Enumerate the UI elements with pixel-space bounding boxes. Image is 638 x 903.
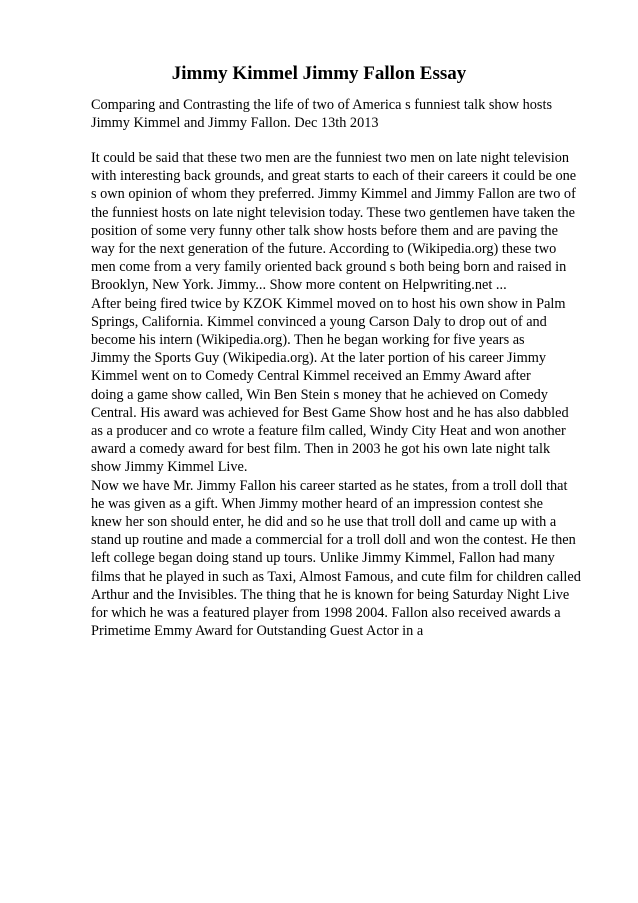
- body-line: become his intern (Wikipedia.org). Then he began working for five years as: [91, 332, 525, 349]
- page-title: Jimmy Kimmel Jimmy Fallon Essay: [171, 63, 467, 84]
- body-line: the funniest hosts on late night television today. These two gentlemen have taken the: [91, 204, 575, 221]
- body-line: Primetime Emmy Award for Outstanding Guest Actor in a: [91, 623, 424, 640]
- body-line: It could be said that these two men are the funniest two men on late night television: [91, 150, 570, 166]
- body-line: for which he was a featured player from 1998 2004. Fallon also received awards a: [91, 605, 561, 622]
- body-line: doing a game show called, Win Ben Stein s money that he achieved on Comedy: [91, 386, 548, 403]
- body-line: films that he played in such as Taxi, Almost Famous, and cute film for children called: [91, 568, 581, 585]
- essay-body: [91, 149, 611, 640]
- body-line: as a producer and co wrote a feature film called, Windy City Heat and won another: [91, 423, 566, 440]
- body-line: way for the next generation of the future. According to (Wikipedia.org) these two: [91, 241, 557, 258]
- body-line: knew her son should enter, he did and so he use that troll doll and came up with a: [91, 514, 557, 531]
- essay-subtitle: [91, 96, 601, 132]
- body-line: Now we have Mr. Jimmy Fallon his career started as he states, from a troll doll that: [91, 477, 568, 494]
- body-line: Arthur and the Invisibles. The thing that he is known for being Saturday Night Live: [91, 586, 570, 603]
- body-line: After being fired twice by KZOK Kimmel moved on to host his own show in Palm: [91, 295, 566, 312]
- body-line: Kimmel went on to Comedy Central Kimmel received an Emmy Award after: [91, 368, 531, 385]
- body-line: he was given as a gift. When Jimmy mother heard of an impression contest she: [91, 495, 543, 512]
- subtitle-line: Jimmy Kimmel and Jimmy Fallon. Dec 13th 2013: [91, 115, 379, 132]
- body-line: award a comedy award for best film. Then in 2003 he got his own late night talk: [91, 441, 551, 458]
- body-line: show Jimmy Kimmel Live.: [91, 459, 248, 476]
- body-line: Brooklyn, New York. Jimmy... Show more content on Helpwriting.net ...: [91, 277, 507, 294]
- body-line: Springs, California. Kimmel convinced a young Carson Daly to drop out of and: [91, 313, 547, 330]
- body-line: Jimmy the Sports Guy (Wikipedia.org). At the later portion of his career Jimmy: [91, 350, 546, 367]
- subtitle-line: Comparing and Contrasting the life of two of America s funniest talk show hosts: [91, 97, 553, 113]
- body-line: Central. His award was achieved for Best Game Show host and he has also dabbled: [91, 404, 569, 421]
- body-line: position of some very funny other talk show hosts before them and are paving the: [91, 222, 558, 239]
- body-line: with interesting back grounds, and great starts to each of their careers it could be one: [91, 168, 577, 185]
- body-line: men come from a very family oriented back ground s both being born and raised in: [91, 259, 567, 276]
- body-line: s own opinion of whom they preferred. Jimmy Kimmel and Jimmy Fallon are two of: [91, 186, 576, 203]
- body-line: left college began doing stand up tours. Unlike Jimmy Kimmel, Fallon had many: [91, 550, 555, 567]
- body-line: stand up routine and made a commercial for a troll doll and won the contest. He then: [91, 532, 576, 549]
